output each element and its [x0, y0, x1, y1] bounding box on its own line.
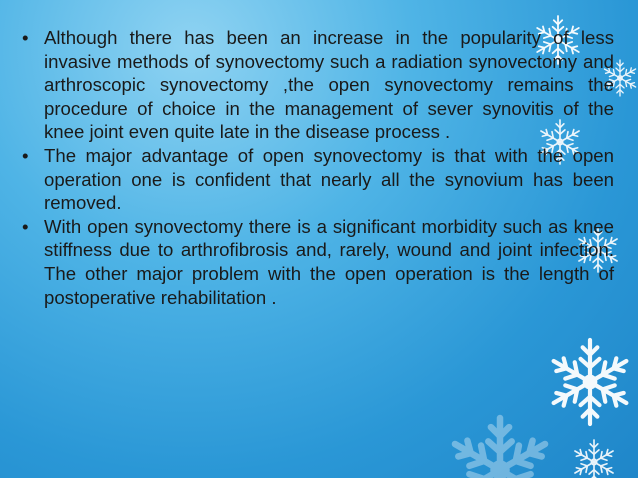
bullet-text: With open synovectomy there is a significant morbidity such as knee stiffness due to arthrofibrosis and, rarely, wound and joint infection. The other major problem with the open operation is the length of postoperative rehabilitation .	[44, 215, 614, 308]
bullet-symbol: •	[22, 27, 29, 48]
bullet-text: The major advantage of open synovectomy is that with the open operation one is confident that nearly all the synovium has been removed.	[44, 144, 614, 214]
snowflake-icon	[572, 440, 615, 478]
bullet-symbol: •	[22, 144, 29, 166]
bullet-symbol: •	[22, 215, 29, 237]
bullet-item	[22, 215, 614, 309]
bullet-item	[22, 26, 614, 144]
bullet-item	[22, 144, 614, 215]
snowflake-icon	[449, 418, 551, 478]
snowflake-icon	[549, 340, 631, 424]
bullet-list	[22, 26, 614, 309]
bullet-text: Although there has been an increase in the popularity of less invasive methods of synovectomy such a radiation synovectomy and arthroscopic synovectomy ,the open synovectomy remains the procedure of choice in the management of sever synovitis of the knee joint even quite late in the disease process .	[44, 27, 614, 143]
